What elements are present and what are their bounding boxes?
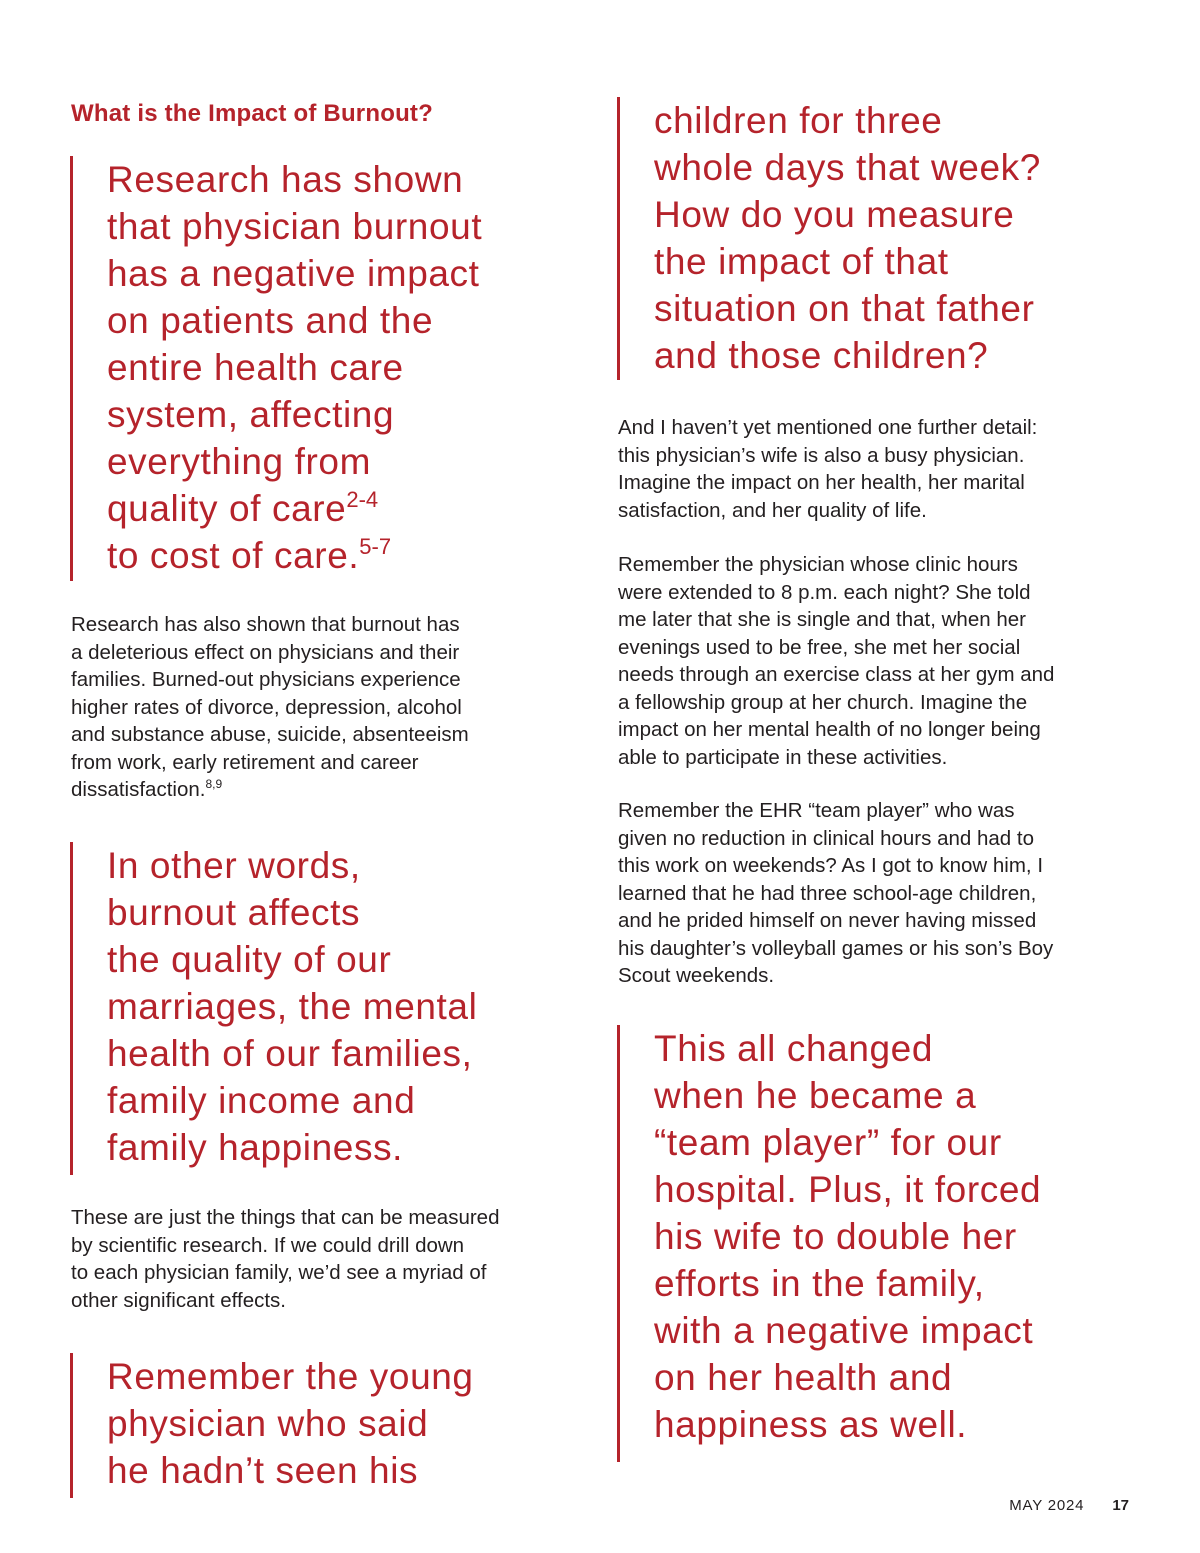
body-line: able to participate in these activities. bbox=[618, 745, 948, 769]
body-line: And I haven’t yet mentioned one further detail: bbox=[618, 416, 1038, 439]
body-line: Remember the EHR “team player” who was bbox=[618, 799, 1015, 822]
body-line: needs through an exercise class at her gym and bbox=[618, 663, 1055, 686]
pull-quote-line: the quality of our bbox=[107, 939, 392, 980]
pull-quote-line: when he became a bbox=[654, 1075, 977, 1116]
body-text: dissatisfaction. bbox=[71, 778, 206, 801]
body-line: other significant effects. bbox=[71, 1288, 286, 1312]
pull-quote-line bbox=[107, 532, 482, 579]
body-paragraph-burnout-effects bbox=[71, 611, 469, 804]
pull-quote-line: family happiness. bbox=[107, 1127, 404, 1168]
body-line: impact on her mental health of no longer being bbox=[618, 718, 1041, 741]
body-line: a fellowship group at her church. Imagine the bbox=[618, 690, 1028, 714]
body-line: were extended to 8 p.m. each night? She told bbox=[618, 580, 1031, 604]
pull-quote-line: situation on that father bbox=[654, 288, 1035, 329]
body-line: Remember the physician whose clinic hours bbox=[618, 553, 1018, 576]
body-line: evenings used to be free, she met her social bbox=[618, 635, 1021, 659]
pull-quote-line: with a negative impact bbox=[654, 1310, 1034, 1351]
pull-quote-line: family income and bbox=[107, 1080, 416, 1121]
citation-superscript: 2-4 bbox=[346, 487, 379, 512]
pull-quote-line: that physician burnout bbox=[107, 206, 483, 247]
citation-superscript: 8,9 bbox=[205, 777, 223, 791]
pull-quote-text: to cost of care. bbox=[107, 535, 360, 576]
body-line: this work on weekends? As I got to know him, I bbox=[618, 854, 1044, 877]
pull-quote-line: on her health and bbox=[654, 1357, 953, 1398]
body-line: families. Burned-out physicians experience bbox=[71, 668, 461, 691]
pull-quote-line: health of our families, bbox=[107, 1033, 473, 1074]
body-line: his daughter’s volleyball games or his son’s Boy bbox=[618, 936, 1054, 960]
pull-quote-line: hospital. Plus, it forced bbox=[654, 1169, 1042, 1210]
pull-quote-line: the impact of that bbox=[654, 241, 949, 282]
pull-quote-all-changed bbox=[617, 1025, 1041, 1462]
page-number: 17 bbox=[1112, 1497, 1129, 1514]
pull-quote-line: Research has shown bbox=[107, 159, 464, 200]
body-line: to each physician family, we’d see a myriad of bbox=[71, 1261, 487, 1284]
pull-quote-line: How do you measure bbox=[654, 194, 1015, 235]
section-heading: What is the Impact of Burnout? bbox=[71, 100, 433, 127]
pull-quote-line: Remember the young bbox=[107, 1356, 474, 1397]
body-line: Scout weekends. bbox=[618, 964, 775, 987]
pull-quote-line: has a negative impact bbox=[107, 253, 480, 294]
pull-quote-line: happiness as well. bbox=[654, 1404, 968, 1445]
body-line: These are just the things that can be measured bbox=[71, 1206, 500, 1229]
body-line: higher rates of divorce, depression, alcohol bbox=[71, 695, 462, 719]
body-paragraph-measured bbox=[71, 1204, 499, 1314]
page-footer bbox=[1009, 1497, 1129, 1514]
body-line: Imagine the impact on her health, her marital bbox=[618, 471, 1025, 494]
body-paragraph-wife bbox=[618, 414, 1037, 524]
pull-quote-line: This all changed bbox=[654, 1028, 934, 1069]
pull-quote-line bbox=[107, 485, 482, 532]
pull-quote-line: system, affecting bbox=[107, 394, 395, 435]
body-paragraph-clinic-hours bbox=[618, 551, 1054, 771]
pull-quote-research bbox=[70, 156, 482, 581]
pull-quote-line: entire health care bbox=[107, 347, 404, 388]
pull-quote-line: In other words, bbox=[107, 845, 361, 886]
citation-superscript: 5-7 bbox=[359, 534, 392, 559]
pull-quote-line: physician who said bbox=[107, 1403, 429, 1444]
pull-quote-line: burnout affects bbox=[107, 892, 361, 933]
pull-quote-young-physician bbox=[70, 1353, 474, 1498]
pull-quote-line: his wife to double her bbox=[654, 1216, 1017, 1257]
body-line: by scientific research. If we could drill down bbox=[71, 1233, 465, 1257]
pull-quote-children bbox=[617, 97, 1041, 380]
issue-date: MAY 2024 bbox=[1009, 1497, 1085, 1514]
body-line: and he prided himself on never having missed bbox=[618, 909, 1037, 932]
body-line: and substance abuse, suicide, absenteeism bbox=[71, 723, 469, 746]
pull-quote-line: he hadn’t seen his bbox=[107, 1450, 419, 1491]
pull-quote-other-words bbox=[70, 842, 477, 1175]
body-line: learned that he had three school-age children, bbox=[618, 881, 1037, 905]
pull-quote-text: quality of care bbox=[107, 488, 347, 529]
body-line: this physician’s wife is also a busy physician. bbox=[618, 443, 1025, 467]
body-paragraph-team-player bbox=[618, 797, 1053, 990]
pull-quote-line: “team player” for our bbox=[654, 1122, 1002, 1163]
body-line: Research has also shown that burnout has bbox=[71, 613, 460, 636]
pull-quote-line: efforts in the family, bbox=[654, 1263, 985, 1304]
pull-quote-line: everything from bbox=[107, 441, 371, 482]
pull-quote-line: whole days that week? bbox=[654, 147, 1041, 188]
body-line: from work, early retirement and career bbox=[71, 750, 419, 774]
pull-quote-line: marriages, the mental bbox=[107, 986, 478, 1027]
body-line: given no reduction in clinical hours and had to bbox=[618, 826, 1034, 850]
body-line: me later that she is single and that, when her bbox=[618, 608, 1026, 631]
body-line: a deleterious effect on physicians and their bbox=[71, 640, 460, 664]
pull-quote-line: on patients and the bbox=[107, 300, 434, 341]
body-line: satisfaction, and her quality of life. bbox=[618, 498, 927, 522]
pull-quote-line: and those children? bbox=[654, 335, 989, 376]
pull-quote-line: children for three bbox=[654, 100, 943, 141]
body-line bbox=[71, 776, 469, 804]
